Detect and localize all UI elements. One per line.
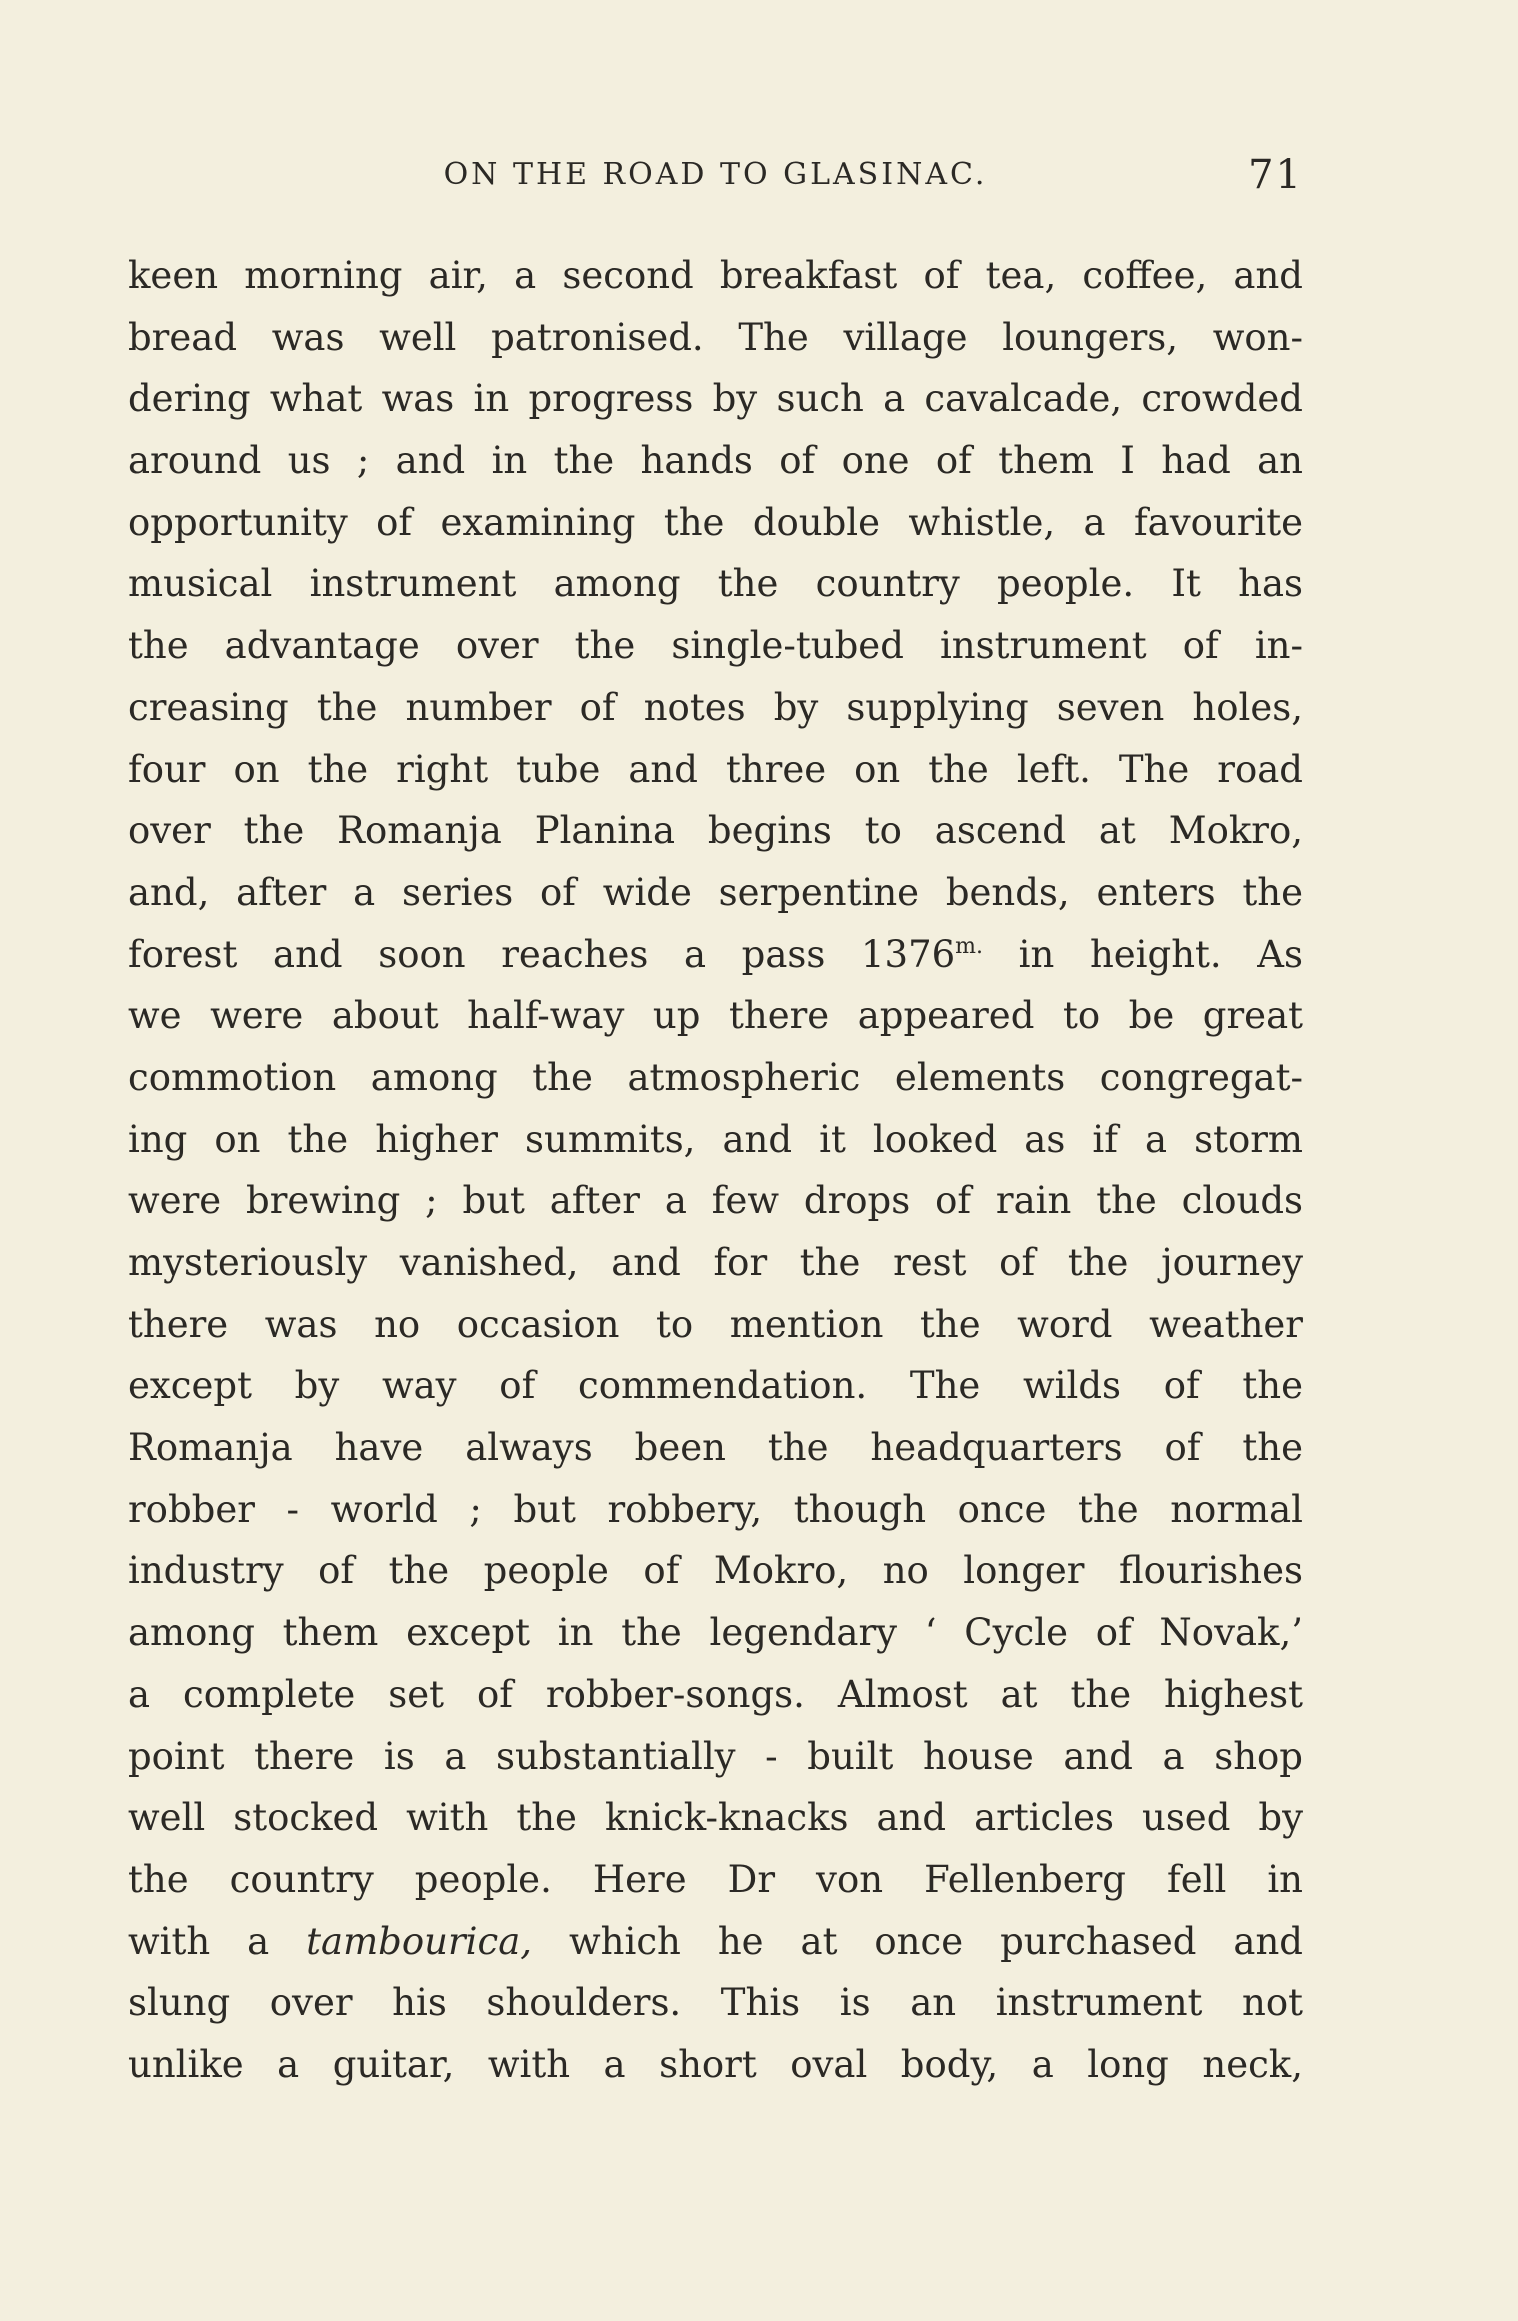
text-line-with-italic xyxy=(128,1911,1303,1973)
body-text xyxy=(128,245,1303,2096)
italic-term: tambourica, xyxy=(306,1919,533,1963)
text-line: opportunity of examining the double whistle, a favourite xyxy=(128,500,1303,544)
text-line: and, after a series of wide serpentine bends, enters the xyxy=(128,870,1303,914)
text-line: bread was well patronised. The village loungers, won- xyxy=(128,315,1303,359)
text-line: we were about half-way up there appeared to be great xyxy=(128,994,1303,1038)
running-header xyxy=(128,150,1303,200)
text-line: around us ; and in the hands of one of them I had an xyxy=(128,439,1303,483)
text-line: unlike a guitar, with a short oval body, a long neck, xyxy=(128,2042,1303,2086)
text-line: the advantage over the single-tubed instrument of in- xyxy=(128,624,1303,668)
text-line: point there is a substantially - built house and a shop xyxy=(128,1734,1303,1778)
unit-superscript: m. xyxy=(955,933,984,959)
text-line: slung over his shoulders. This is an instrument not xyxy=(128,1981,1303,2025)
text-line: except by way of commendation. The wilds of the xyxy=(128,1364,1303,1408)
text-line: ing on the higher summits, and it looked as if a storm xyxy=(128,1117,1303,1161)
text-line: the country people. Here Dr von Fellenberg fell in xyxy=(128,1857,1303,1901)
line-text: with a xyxy=(128,1919,307,1963)
text-line: commotion among the atmospheric elements congregat- xyxy=(128,1055,1303,1099)
line-text: in height. As xyxy=(983,932,1303,976)
text-line: well stocked with the knick-knacks and articles used by xyxy=(128,1796,1303,1840)
text-line: a complete set of robber-songs. Almost at the highest xyxy=(128,1672,1303,1716)
text-line: musical instrument among the country people. It has xyxy=(128,562,1303,606)
text-line: industry of the people of Mokro, no longer flourishes xyxy=(128,1549,1303,1593)
text-line: over the Romanja Planina begins to ascend at Mokro, xyxy=(128,809,1303,853)
text-line: Romanja have always been the headquarters of the xyxy=(128,1426,1303,1470)
text-line: there was no occasion to mention the word weather xyxy=(128,1302,1303,1346)
text-line: were brewing ; but after a few drops of rain the clouds xyxy=(128,1179,1303,1223)
text-line-with-superscript xyxy=(128,924,1303,986)
text-line: among them except in the legendary ‘ Cycle of Novak,’ xyxy=(128,1611,1303,1655)
line-text: which he at once purchased and xyxy=(532,1919,1303,1963)
running-title: ON THE ROAD TO GLASINAC. xyxy=(443,157,988,192)
text-line: mysteriously vanished, and for the rest of the journey xyxy=(128,1241,1303,1284)
text-line: robber - world ; but robbery, though once the normal xyxy=(128,1487,1303,1531)
text-line: creasing the number of notes by supplying seven holes, xyxy=(128,685,1303,729)
text-line: four on the right tube and three on the left. The road xyxy=(128,747,1303,791)
line-text: forest and soon reaches a pass 1376 xyxy=(128,932,956,976)
text-line: dering what was in progress by such a cavalcade, crowded xyxy=(128,377,1303,421)
page-number: 71 xyxy=(1248,152,1303,198)
text-line: keen morning air, a second breakfast of tea, coffee, and xyxy=(128,254,1303,297)
